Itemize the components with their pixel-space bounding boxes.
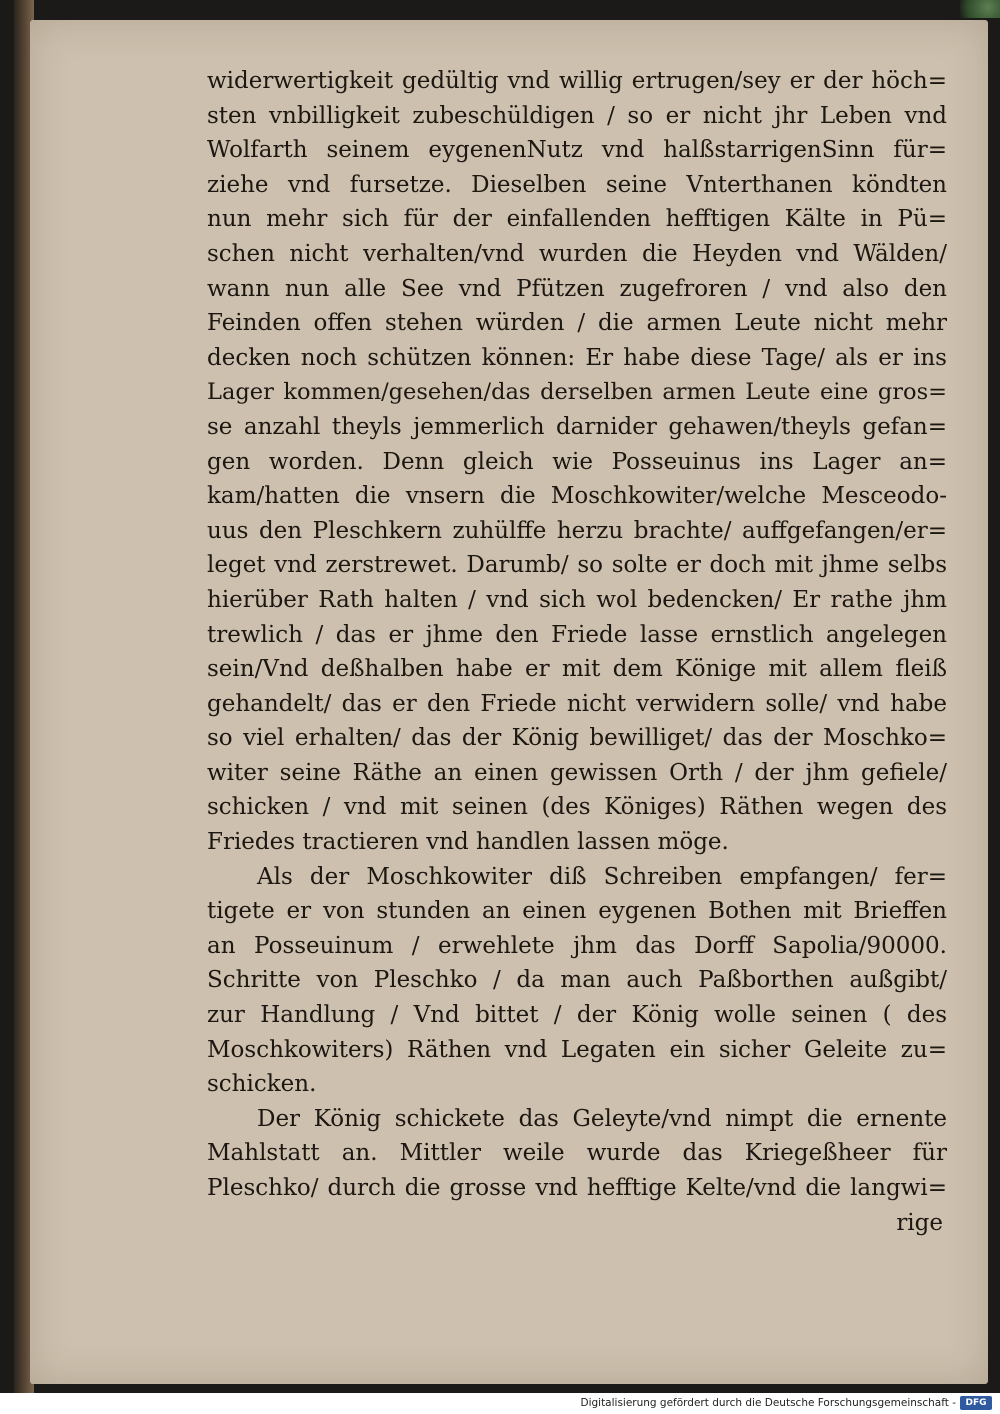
text-line: Schritte von Pleschko / da man auch Paßborthen außgibt/ <box>207 967 947 994</box>
corner-color-mark <box>960 0 1000 18</box>
text-line: gen worden. Denn gleich wie Posseuinus ins Lager an= <box>207 448 947 475</box>
dfg-logo: DFG <box>960 1396 992 1410</box>
text-line: nun mehr sich für der einfallenden hefftigen Kälte in Pü= <box>207 206 947 233</box>
footer-bar <box>0 1393 1000 1414</box>
text-line: gehandelt/ das er den Friede nicht verwidern solle/ vnd habe <box>207 690 947 717</box>
text-line: so viel erhalten/ das der König bewilliget/ das der Moschko= <box>207 725 947 752</box>
text-line: schicken. <box>207 1071 317 1098</box>
text-line: kam/hatten die vnsern die Moschkowiter/welche Mesceodo- <box>207 483 947 510</box>
text-line: tigete er von stunden an einen eygenen Bothen mit Brieffen <box>207 898 947 925</box>
catchword: rige <box>896 1209 943 1236</box>
text-line: Lager kommen/gesehen/das derselben armen Leute eine gros= <box>207 379 947 406</box>
text-line: zur Handlung / Vnd bittet / der König wolle seinen ( des <box>207 1002 947 1029</box>
text-line: Mahlstatt an. Mittler weile wurde das Kriegeßheer für <box>207 1140 947 1167</box>
text-line: widerwertigkeit gedültig vnd willig ertrugen/sey er der höch= <box>207 68 947 94</box>
text-line: Friedes tractieren vnd handlen lassen möge. <box>207 829 729 856</box>
text-line: an Posseuinum / erwehlete jhm das Dorff Sapolia/90000. <box>207 932 947 959</box>
text-line: uus den Pleschkern zuhülffe herzu brachte/ auffgefangen/er= <box>207 517 947 544</box>
text-line: hierüber Rath halten / vnd sich wol bedencken/ Er rathe jhm <box>207 586 947 613</box>
text-line: Feinden offen stehen würden / die armen Leute nicht mehr <box>207 310 947 337</box>
text-line: decken noch schützen können: Er habe diese Tage/ als er ins <box>207 344 947 371</box>
text-line: ziehe vnd fursetze. Dieselben seine Vnterthanen köndten <box>207 171 947 198</box>
text-line: sten vnbilligkeit zubeschüldigen / so er nicht jhr Leben vnd <box>207 102 947 129</box>
text-line: witer seine Räthe an einen gewissen Orth / der jhm gefiele/ <box>207 759 947 786</box>
text-line: trewlich / das er jhme den Friede lasse ernstlich angelegen <box>207 621 947 648</box>
text-line: Pleschko/ durch die grosse vnd hefftige Kelte/vnd die langwi= <box>207 1175 947 1201</box>
text-line: Moschkowiters) Räthen vnd Legaten ein sicher Geleite zu= <box>207 1036 947 1063</box>
text-line: schicken / vnd mit seinen (des Königes) Räthen wegen des <box>207 794 947 821</box>
text-line: sein/Vnd deßhalben habe er mit dem Könige mit allem fleiß <box>207 656 947 683</box>
text-line: Wolfarth seinem eygenenNutz vnd halßstarrigenSinn für= <box>207 137 947 164</box>
text-line: schen nicht verhalten/vnd wurden die Heyden vnd Wälden/ <box>207 240 947 267</box>
body-text <box>207 64 947 1240</box>
funding-notice: Digitalisierung gefördert durch die Deutsche Forschungsgemeinschaft - <box>580 1397 956 1409</box>
text-line: se anzahl theyls jemmerlich darnider gehawen/theyls gefan= <box>207 413 947 440</box>
text-line: wann nun alle See vnd Pfützen zugefroren / vnd also den <box>207 275 947 302</box>
text-line: Der König schickete das Geleyte/vnd nimpt die ernente <box>257 1105 947 1132</box>
text-line: Als der Moschkowiter diß Schreiben empfangen/ fer= <box>257 863 947 890</box>
text-line: leget vnd zerstrewet. Darumb/ so solte er doch mit jhme selbs <box>207 552 947 579</box>
